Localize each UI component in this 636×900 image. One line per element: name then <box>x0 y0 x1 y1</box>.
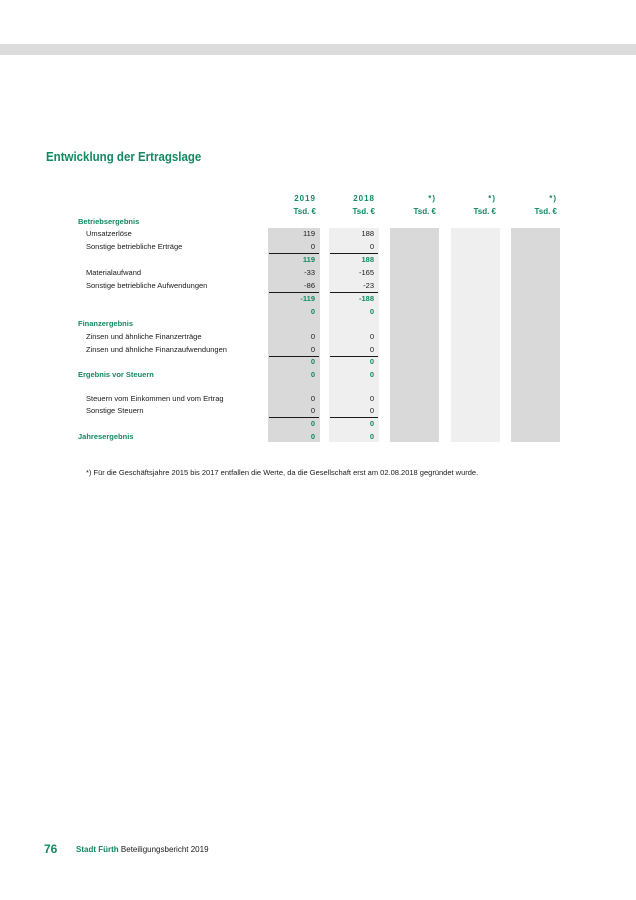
value-2018: -23 <box>363 281 374 290</box>
column-unit-empty-2: Tsd. € <box>473 207 496 216</box>
section-label: Jahresergebnis <box>78 432 134 441</box>
subtotal-2018: 0 <box>369 307 374 316</box>
section-label: Ergebnis vor Steuern <box>78 370 154 379</box>
footer-report-title: Beteiligungsbericht 2019 <box>120 845 209 854</box>
column-unit-2018: Tsd. € <box>352 207 375 216</box>
row-label: Sonstige betriebliche Aufwendungen <box>86 281 208 290</box>
sum-rule <box>330 417 378 418</box>
value-2018: -165 <box>358 268 374 277</box>
sum-rule <box>269 417 319 418</box>
value-2019: -86 <box>304 281 315 290</box>
column-bg-empty-3 <box>511 228 560 442</box>
total-2019: 0 <box>310 370 315 379</box>
value-2019: 0 <box>310 406 315 415</box>
subtotal-2018: 0 <box>369 357 374 366</box>
page-title: Entwicklung der Ertragslage <box>46 150 202 164</box>
column-year-empty-3: *) <box>549 194 557 203</box>
total-2018: 0 <box>369 432 374 441</box>
total-2018: 0 <box>369 370 374 379</box>
top-gray-bar <box>0 44 636 55</box>
column-bg-empty-1 <box>390 228 439 442</box>
row-label: Sonstige betriebliche Erträge <box>86 242 183 251</box>
sum-rule <box>330 292 378 293</box>
footnote: *) Für die Geschäftsjahre 2015 bis 2017 entfallen die Werte, da die Gesellschaft erst am 02.08.2018 gegründet wurde. <box>86 468 479 477</box>
subtotal-2019: 119 <box>302 255 315 264</box>
subtotal-2018: 0 <box>369 419 374 428</box>
value-2019: -33 <box>304 268 315 277</box>
column-year-empty-2: *) <box>488 194 496 203</box>
column-year-2018: 2018 <box>353 194 375 203</box>
subtotal-2019: -119 <box>300 294 315 303</box>
value-2018: 0 <box>369 406 374 415</box>
value-2018: 0 <box>369 394 374 403</box>
column-unit-empty-3: Tsd. € <box>534 207 557 216</box>
column-unit-empty-1: Tsd. € <box>413 207 436 216</box>
row-label: Materialaufwand <box>86 268 142 277</box>
row-label: Zinsen und ähnliche Finanzerträge <box>86 332 202 341</box>
value-2019: 0 <box>310 345 315 354</box>
total-2019: 0 <box>310 432 315 441</box>
value-2019: 0 <box>310 242 315 251</box>
subtotal-2018: 188 <box>361 255 374 264</box>
row-label: Steuern vom Einkommen und vom Ertrag <box>86 394 224 403</box>
value-2018: 0 <box>369 242 374 251</box>
section-label: Finanzergebnis <box>78 319 134 328</box>
sum-rule <box>269 292 319 293</box>
value-2018: 0 <box>369 345 374 354</box>
value-2019: 119 <box>303 229 315 238</box>
subtotal-2019: 0 <box>310 419 315 428</box>
sum-rule <box>330 253 378 254</box>
footer <box>76 845 209 854</box>
column-bg-empty-2 <box>451 228 500 442</box>
value-2019: 0 <box>310 332 315 341</box>
row-label: Sonstige Steuern <box>86 406 144 415</box>
section-label: Betriebsergebnis <box>78 217 140 226</box>
value-2018: 0 <box>369 332 374 341</box>
column-year-2019: 2019 <box>294 194 316 203</box>
subtotal-2018: -188 <box>358 294 374 303</box>
value-2019: 0 <box>310 394 315 403</box>
column-year-empty-1: *) <box>428 194 436 203</box>
row-label: Umsatzerlöse <box>86 229 132 238</box>
value-2018: 188 <box>361 229 374 238</box>
sum-rule <box>269 253 319 254</box>
subtotal-2019: 0 <box>310 307 315 316</box>
footer-brand: Stadt Fürth <box>76 845 119 854</box>
column-unit-2019: Tsd. € <box>293 207 316 216</box>
subtotal-2019: 0 <box>310 357 315 366</box>
page-number: 76 <box>44 842 58 856</box>
row-label: Zinsen und ähnliche Finanzaufwendungen <box>86 345 227 354</box>
